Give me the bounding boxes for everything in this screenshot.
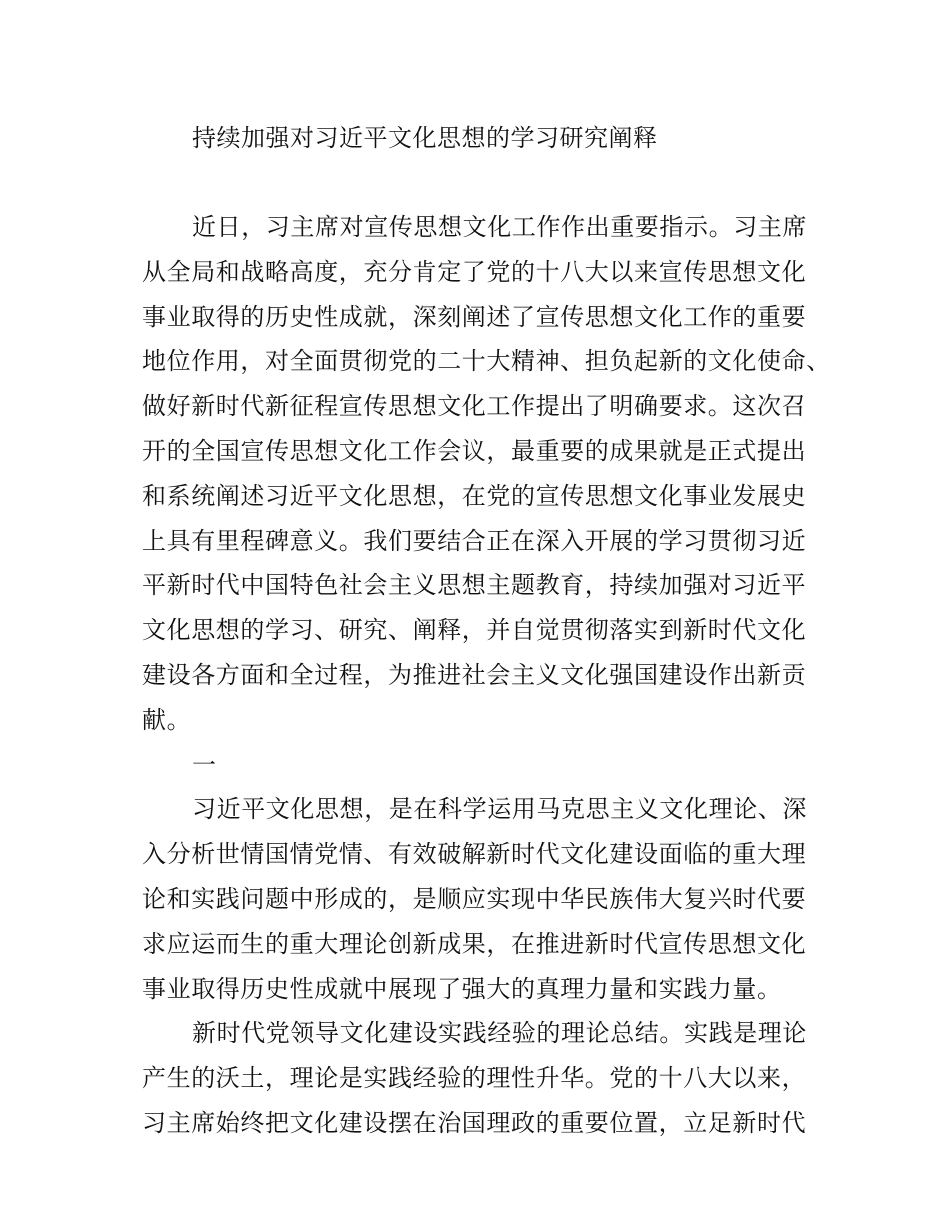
text-line: 产生的沃土，理论是实践经验的理性升华。党的十八大以来，	[142, 1064, 807, 1093]
text-line: 建设各方面和全过程，为推进社会主义文化强国建设作出新贡	[142, 660, 807, 689]
document-title: 持续加强对习近平文化思想的学习研究阐释	[192, 124, 658, 152]
text-line: 做好新时代新征程宣传思想文化工作提出了明确要求。这次召	[142, 392, 807, 421]
text-line: 上具有里程碑意义。我们要结合正在深入开展的学习贯彻习近	[142, 526, 807, 555]
section-number: 一	[192, 750, 217, 779]
text-line: 从全局和战略高度，充分肯定了党的十八大以来宣传思想文化	[142, 257, 807, 286]
text-line: 求应运而生的重大理论创新成果，在推进新时代宣传思想文化	[142, 929, 807, 958]
text-line: 习主席始终把文化建设摆在治国理政的重要位置，立足新时代	[142, 1108, 807, 1137]
text-line: 和系统阐述习近平文化思想，在党的宣传思想文化事业发展史	[142, 481, 807, 510]
text-line: 事业取得的历史性成就，深刻阐述了宣传思想文化工作的重要	[142, 302, 807, 331]
text-line: 平新时代中国特色社会主义思想主题教育，持续加强对习近平	[142, 571, 807, 600]
text-line: 论和实践问题中形成的，是顺应实现中华民族伟大复兴时代要	[142, 884, 807, 913]
document-body	[142, 205, 831, 1146]
text-line: 入分析世情国情党情、有效破解新时代文化建设面临的重大理	[142, 840, 807, 869]
text-line: 开的全国宣传思想文化工作会议，最重要的成果就是正式提出	[142, 436, 807, 465]
text-line: 近日，习主席对宣传思想文化工作作出重要指示。习主席	[192, 213, 807, 241]
text-line: 献。	[142, 705, 192, 734]
text-line: 地位作用，对全面贯彻党的二十大精神、担负起新的文化使命、	[142, 347, 831, 376]
text-line: 习近平文化思想，是在科学运用马克思主义文化理论、深	[192, 795, 807, 824]
text-line: 文化思想的学习、研究、阐释，并自觉贯彻落实到新时代文化	[142, 616, 807, 645]
text-line: 新时代党领导文化建设实践经验的理论总结。实践是理论	[192, 1019, 807, 1048]
text-line: 事业取得历史性成就中展现了强大的真理力量和实践力量。	[142, 974, 782, 1003]
